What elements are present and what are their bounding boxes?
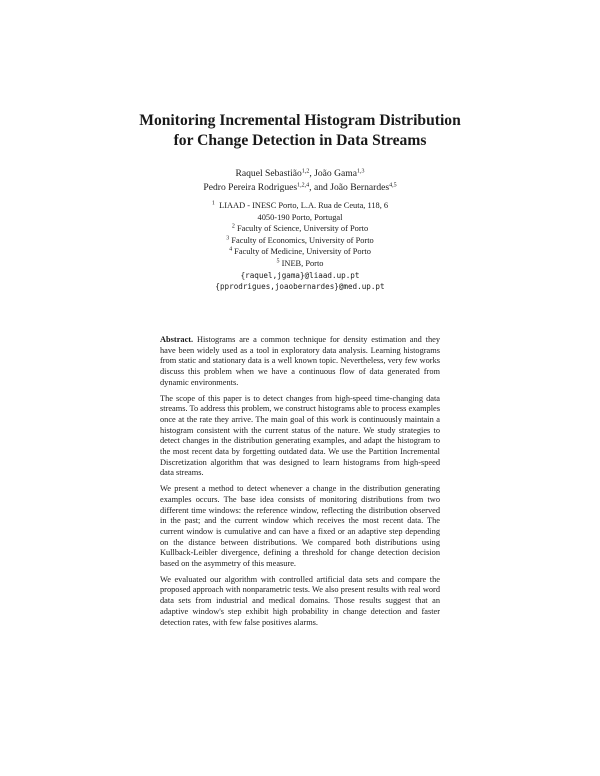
affiliation-item [100,246,500,258]
abstract-text: Histograms are a common technique for density estimation and they have been widely used as a tool in exploratory data analysis. Learning histograms from static and stationary data is a well known topic. Nevertheless, very few works discuss this problem when we have a continuous flow of data generated from dynamic environments. [160,335,440,387]
abstract [160,335,440,633]
affiliation-marker: 2 [231,223,235,230]
abstract-paragraph: The scope of this paper is to detect changes from high-speed time-changing data streams. To address this problem, we construct histograms able to process examples once at the rate they arrive. The main goal of this work is continuously maintain a histogram consistent with the current status of the nature. We study strategies to detect changes in the distribution generating examples, and adapt the histogram to the most recent data by forgetting outdated data. We use the Partition Incremental Discretization algorithm that was designed to learn histograms from high-speed data streams. [160,393,440,478]
affiliation-text: Faculty of Medicine, University of Porto [234,247,371,257]
author-name: Raquel Sebastião [235,168,302,179]
abstract-paragraph [160,335,440,389]
title-line-2: for Change Detection in Data Streams [173,132,427,149]
affiliation-list [100,200,500,293]
paper-title [100,111,500,151]
affiliation-marker: 3 [226,235,230,242]
affiliation-text: Faculty of Economics, University of Porto [231,235,374,245]
author-affil-marker: 1,2,4 [297,182,310,188]
author-line-2 [100,181,500,195]
author-name: João Gama [314,168,358,179]
author-name: Pedro Pereira Rodrigues [203,181,298,193]
author-affil-marker: 1,2 [301,168,310,175]
author-separator: , [309,168,312,179]
email-address: {pprodrigues,joaobernardes}@med.up.pt [215,282,385,292]
affiliation-marker: 4 [229,246,233,253]
affiliation-marker: 1 [211,200,215,207]
title-line-1: Monitoring Incremental Histogram Distribution [139,112,461,129]
affiliation-item [100,212,500,224]
email-address: {raquel,jgama}@liaad.up.pt [240,270,360,280]
abstract-paragraph: We evaluated our algorithm with controlled artificial data sets and compare the proposed approach with nonparametric tests. We also present results with real word data sets from industrial and medical domains. Those results suggest that an adaptive window's step exhibit high probability in change detection and faster detection rates, with few false positives alarms. [160,574,440,627]
author-affil-marker: 4,5 [389,182,397,188]
abstract-paragraph: We present a method to detect whenever a change in the distribution generating examples occurs. The base idea consists of monitoring distributions from two different time windows: the reference window, reflecting the distribution observed in the past; and the current window which receives the most recent data. The current window is cumulative and can have a fixed or an adaptive step depending on the distance between distributions. We compared both distributions using Kullback-Leibler divergence, defining a threshold for change detection decision based on the asymmetry of this measure. [160,484,440,569]
affiliation-item [100,223,500,235]
affiliation-text: INEB, Porto [281,258,324,268]
author-line-1 [100,167,500,181]
author-name: João Bernardes [330,181,390,193]
affiliation-item [100,258,500,270]
abstract-label: Abstract. [160,335,194,344]
author-separator: , and [309,181,328,193]
author-list [100,167,500,194]
affiliation-text: LIAAD - INESC Porto, L.A. Rua de Ceuta, 118, 6 [219,201,389,210]
affiliation-text: 4050-190 Porto, Portugal [257,212,343,222]
author-affil-marker: 1,3 [357,168,365,175]
affiliation-marker: 5 [276,258,280,265]
affiliation-item [100,200,500,212]
affiliation-text: Faculty of Science, University of Porto [236,224,369,234]
affiliation-item [100,235,500,247]
